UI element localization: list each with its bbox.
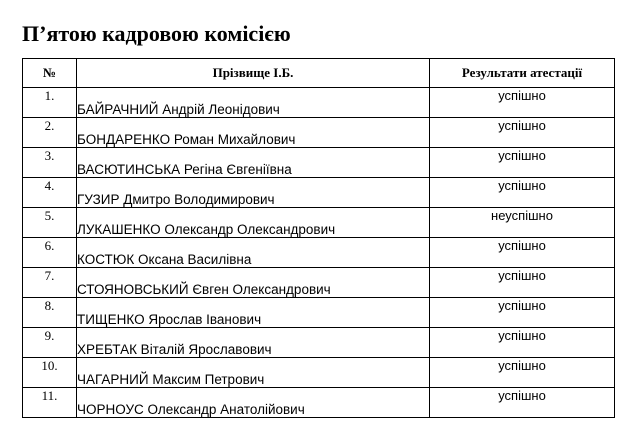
table-row [23, 328, 615, 358]
row-number: 3. [23, 148, 77, 178]
page-title: П’ятою кадровою комісією [22, 21, 291, 46]
row-result: успішно [430, 238, 615, 268]
row-number: 5. [23, 208, 77, 238]
table-row [23, 208, 615, 238]
row-result: неуспішно [430, 208, 615, 238]
row-number: 4. [23, 178, 77, 208]
row-name: КОСТЮК Оксана Василівна [77, 238, 430, 268]
row-number: 8. [23, 298, 77, 328]
header-name: Прізвище І.Б. [77, 59, 430, 88]
row-name: БОНДАРЕНКО Роман Михайлович [77, 118, 430, 148]
row-result: успішно [430, 178, 615, 208]
row-number: 6. [23, 238, 77, 268]
row-name: ГУЗИР Дмитро Володимирович [77, 178, 430, 208]
header-row [23, 59, 615, 88]
row-number: 10. [23, 358, 77, 388]
table-row [23, 238, 615, 268]
row-name: ТИЩЕНКО Ярослав Іванович [77, 298, 430, 328]
row-number: 2. [23, 118, 77, 148]
row-result: успішно [430, 268, 615, 298]
header-result: Результати атестації [430, 59, 615, 88]
row-number: 9. [23, 328, 77, 358]
table-row [23, 118, 615, 148]
table-row [23, 358, 615, 388]
row-result: успішно [430, 298, 615, 328]
row-name: ВАСЮТИНСЬКА Регіна Євгеніївна [77, 148, 430, 178]
attestation-results-table [22, 58, 615, 418]
table-row [23, 88, 615, 118]
table-row [23, 298, 615, 328]
row-number: 1. [23, 88, 77, 118]
header-number: № [23, 59, 77, 88]
row-number: 11. [23, 388, 77, 418]
table-row [23, 178, 615, 208]
row-number: 7. [23, 268, 77, 298]
row-result: успішно [430, 148, 615, 178]
table-header [23, 59, 615, 88]
row-result: успішно [430, 388, 615, 418]
row-result: успішно [430, 328, 615, 358]
table-body [23, 88, 615, 418]
row-name: СТОЯНОВСЬКИЙ Євген Олександрович [77, 268, 430, 298]
table-row [23, 388, 615, 418]
row-result: успішно [430, 358, 615, 388]
row-name: ЧОРНОУС Олександр Анатолійович [77, 388, 430, 418]
table-row [23, 268, 615, 298]
row-name: БАЙРАЧНИЙ Андрій Леонідович [77, 88, 430, 118]
table-row [23, 148, 615, 178]
row-name: ЧАГАРНИЙ Максим Петрович [77, 358, 430, 388]
row-result: успішно [430, 88, 615, 118]
row-name: ХРЕБТАК Віталій Ярославович [77, 328, 430, 358]
row-result: успішно [430, 118, 615, 148]
row-name: ЛУКАШЕНКО Олександр Олександрович [77, 208, 430, 238]
